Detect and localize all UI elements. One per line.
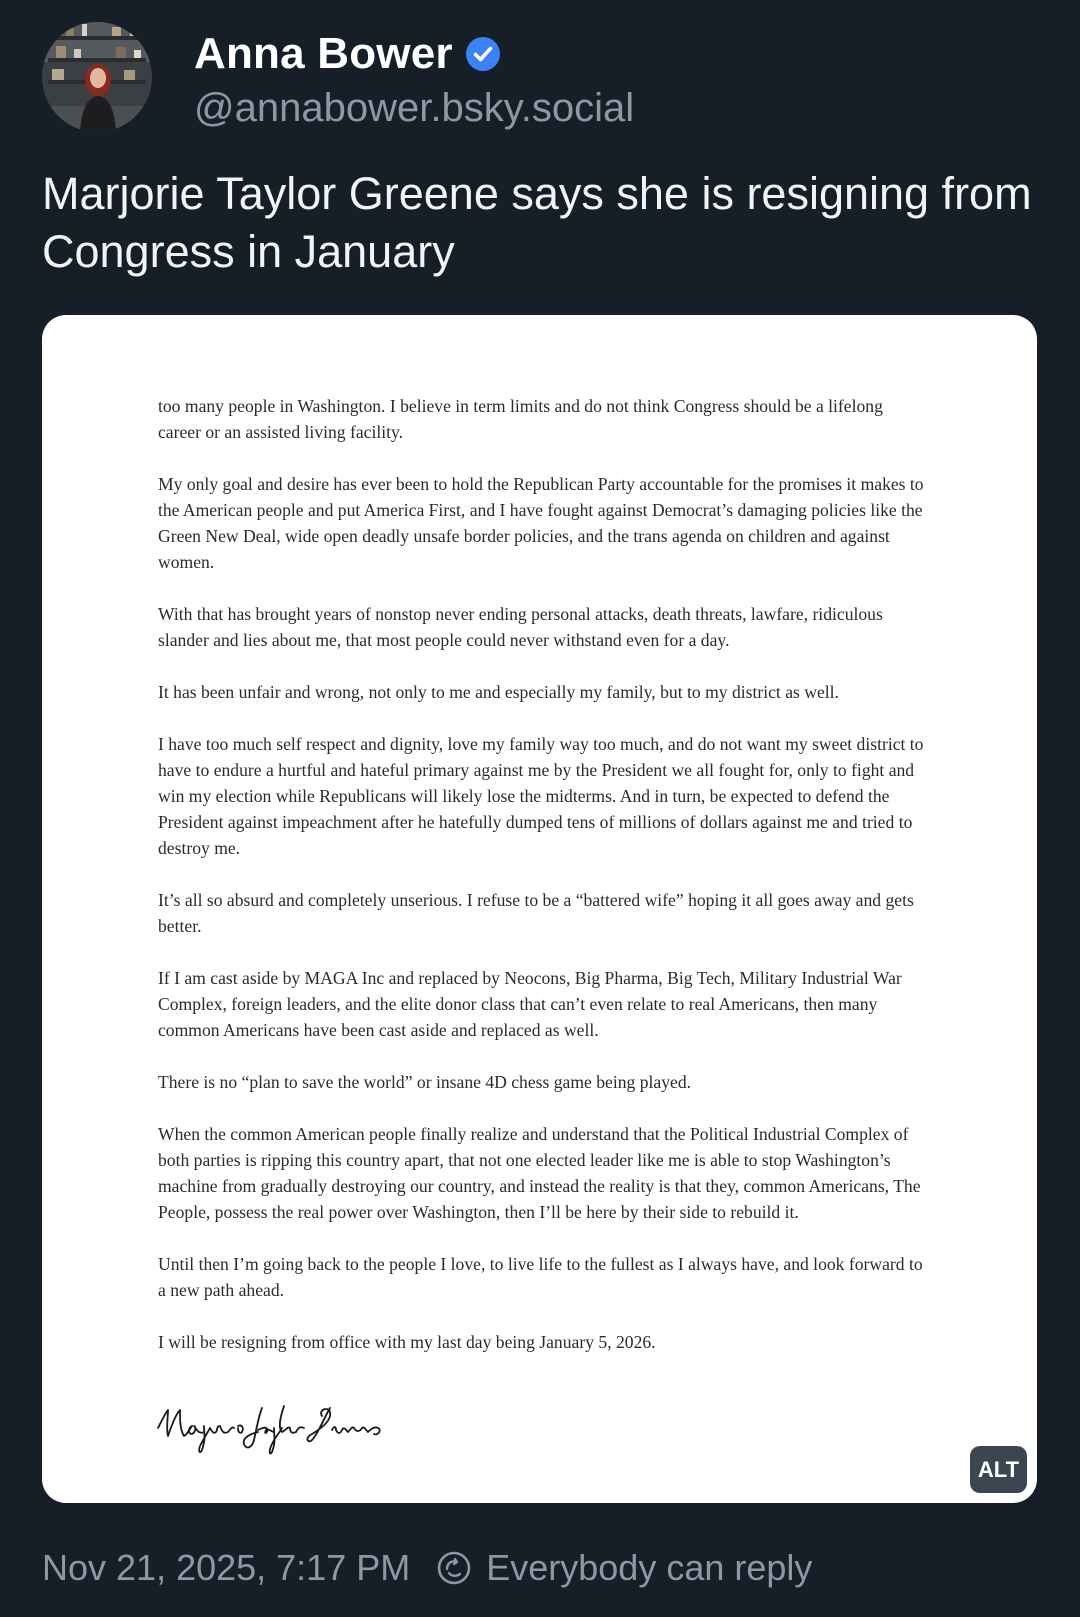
- letter-paragraph: I will be resigning from office with my last day being January 5, 2026.: [158, 1332, 656, 1352]
- post-timestamp[interactable]: Nov 21, 2025, 7:17 PM: [42, 1547, 411, 1588]
- author-handle[interactable]: @annabower.bsky.social: [194, 85, 635, 130]
- post-meta: [42, 1547, 812, 1589]
- display-name-row: [194, 24, 634, 84]
- letter-paragraph: There is no “plan to save the world” or insane 4D chess game being played.: [158, 1072, 692, 1092]
- author-names: [194, 24, 634, 131]
- handwritten-signature: [154, 1398, 394, 1463]
- letter-paragraph: With that has brought years of nonstop never ending personal attacks, death threats, lawfare, ridiculous slander and lies about me, that most people could never withstand even for a day.: [158, 604, 883, 650]
- letter-paragraph: It has been unfair and wrong, not only to me and especially my family, but to my district as well.: [158, 682, 839, 702]
- author-display-name[interactable]: Anna Bower: [194, 28, 453, 78]
- letter-paragraph: I have too much self respect and dignity, love my family way too much, and do not want my sweet district to have to endure a hurtful and hateful primary against me by the President we all fought for, only to fight and win my election while Republicans will likely lose the midterms. And in turn, be expected to defend the President against impeachment after he hatefully dumped tens of millions of dollars against me and tried to destroy me.: [158, 734, 924, 858]
- alt-text-button[interactable]: ALT: [970, 1446, 1027, 1493]
- post-image[interactable]: [42, 315, 1037, 1503]
- reply-settings-icon: [436, 1550, 472, 1586]
- letter-paragraph: Until then I’m going back to the people I love, to live life to the fullest as I always have, and look forward to a new path ahead.: [158, 1254, 923, 1300]
- letter-paragraph: If I am cast aside by MAGA Inc and replaced by Neocons, Big Pharma, Big Tech, Military Industrial War Complex, foreign leaders, and the elite donor class that can’t even relate to real Americans, then many common Americans have been cast aside and replaced as well.: [158, 968, 902, 1040]
- letter-paragraph: My only goal and desire has ever been to hold the Republican Party accountable for the promises it makes to the American people and put America First, and I have fought against Democrat’s damaging policies like the Green New Deal, wide open deadly unsafe border policies, and the trans agenda on children and against women.: [158, 474, 924, 572]
- resignation-letter: [158, 393, 928, 1381]
- avatar-image: [42, 22, 152, 132]
- avatar[interactable]: [42, 22, 152, 132]
- reply-setting-label[interactable]: Everybody can reply: [486, 1547, 813, 1588]
- post-header: [42, 22, 634, 132]
- letter-paragraph: too many people in Washington. I believe in term limits and do not think Congress should be a lifelong career or an assisted living facility.: [158, 396, 883, 442]
- verified-check-icon[interactable]: [465, 36, 501, 72]
- post-text: Marjorie Taylor Greene says she is resigning from Congress in January: [42, 168, 1032, 277]
- letter-paragraph: When the common American people finally realize and understand that the Political Industrial Complex of both parties is ripping this country apart, that not one elected leader like me is able to stop Washington’s machine from gradually destroying our country, and instead the reality is that they, common Americans, The People, possess the real power over Washington, then I’ll be here by their side to rebuild it.: [158, 1124, 921, 1222]
- letter-paragraph: It’s all so absurd and completely unserious. I refuse to be a “battered wife” hoping it all goes away and gets better.: [158, 890, 914, 936]
